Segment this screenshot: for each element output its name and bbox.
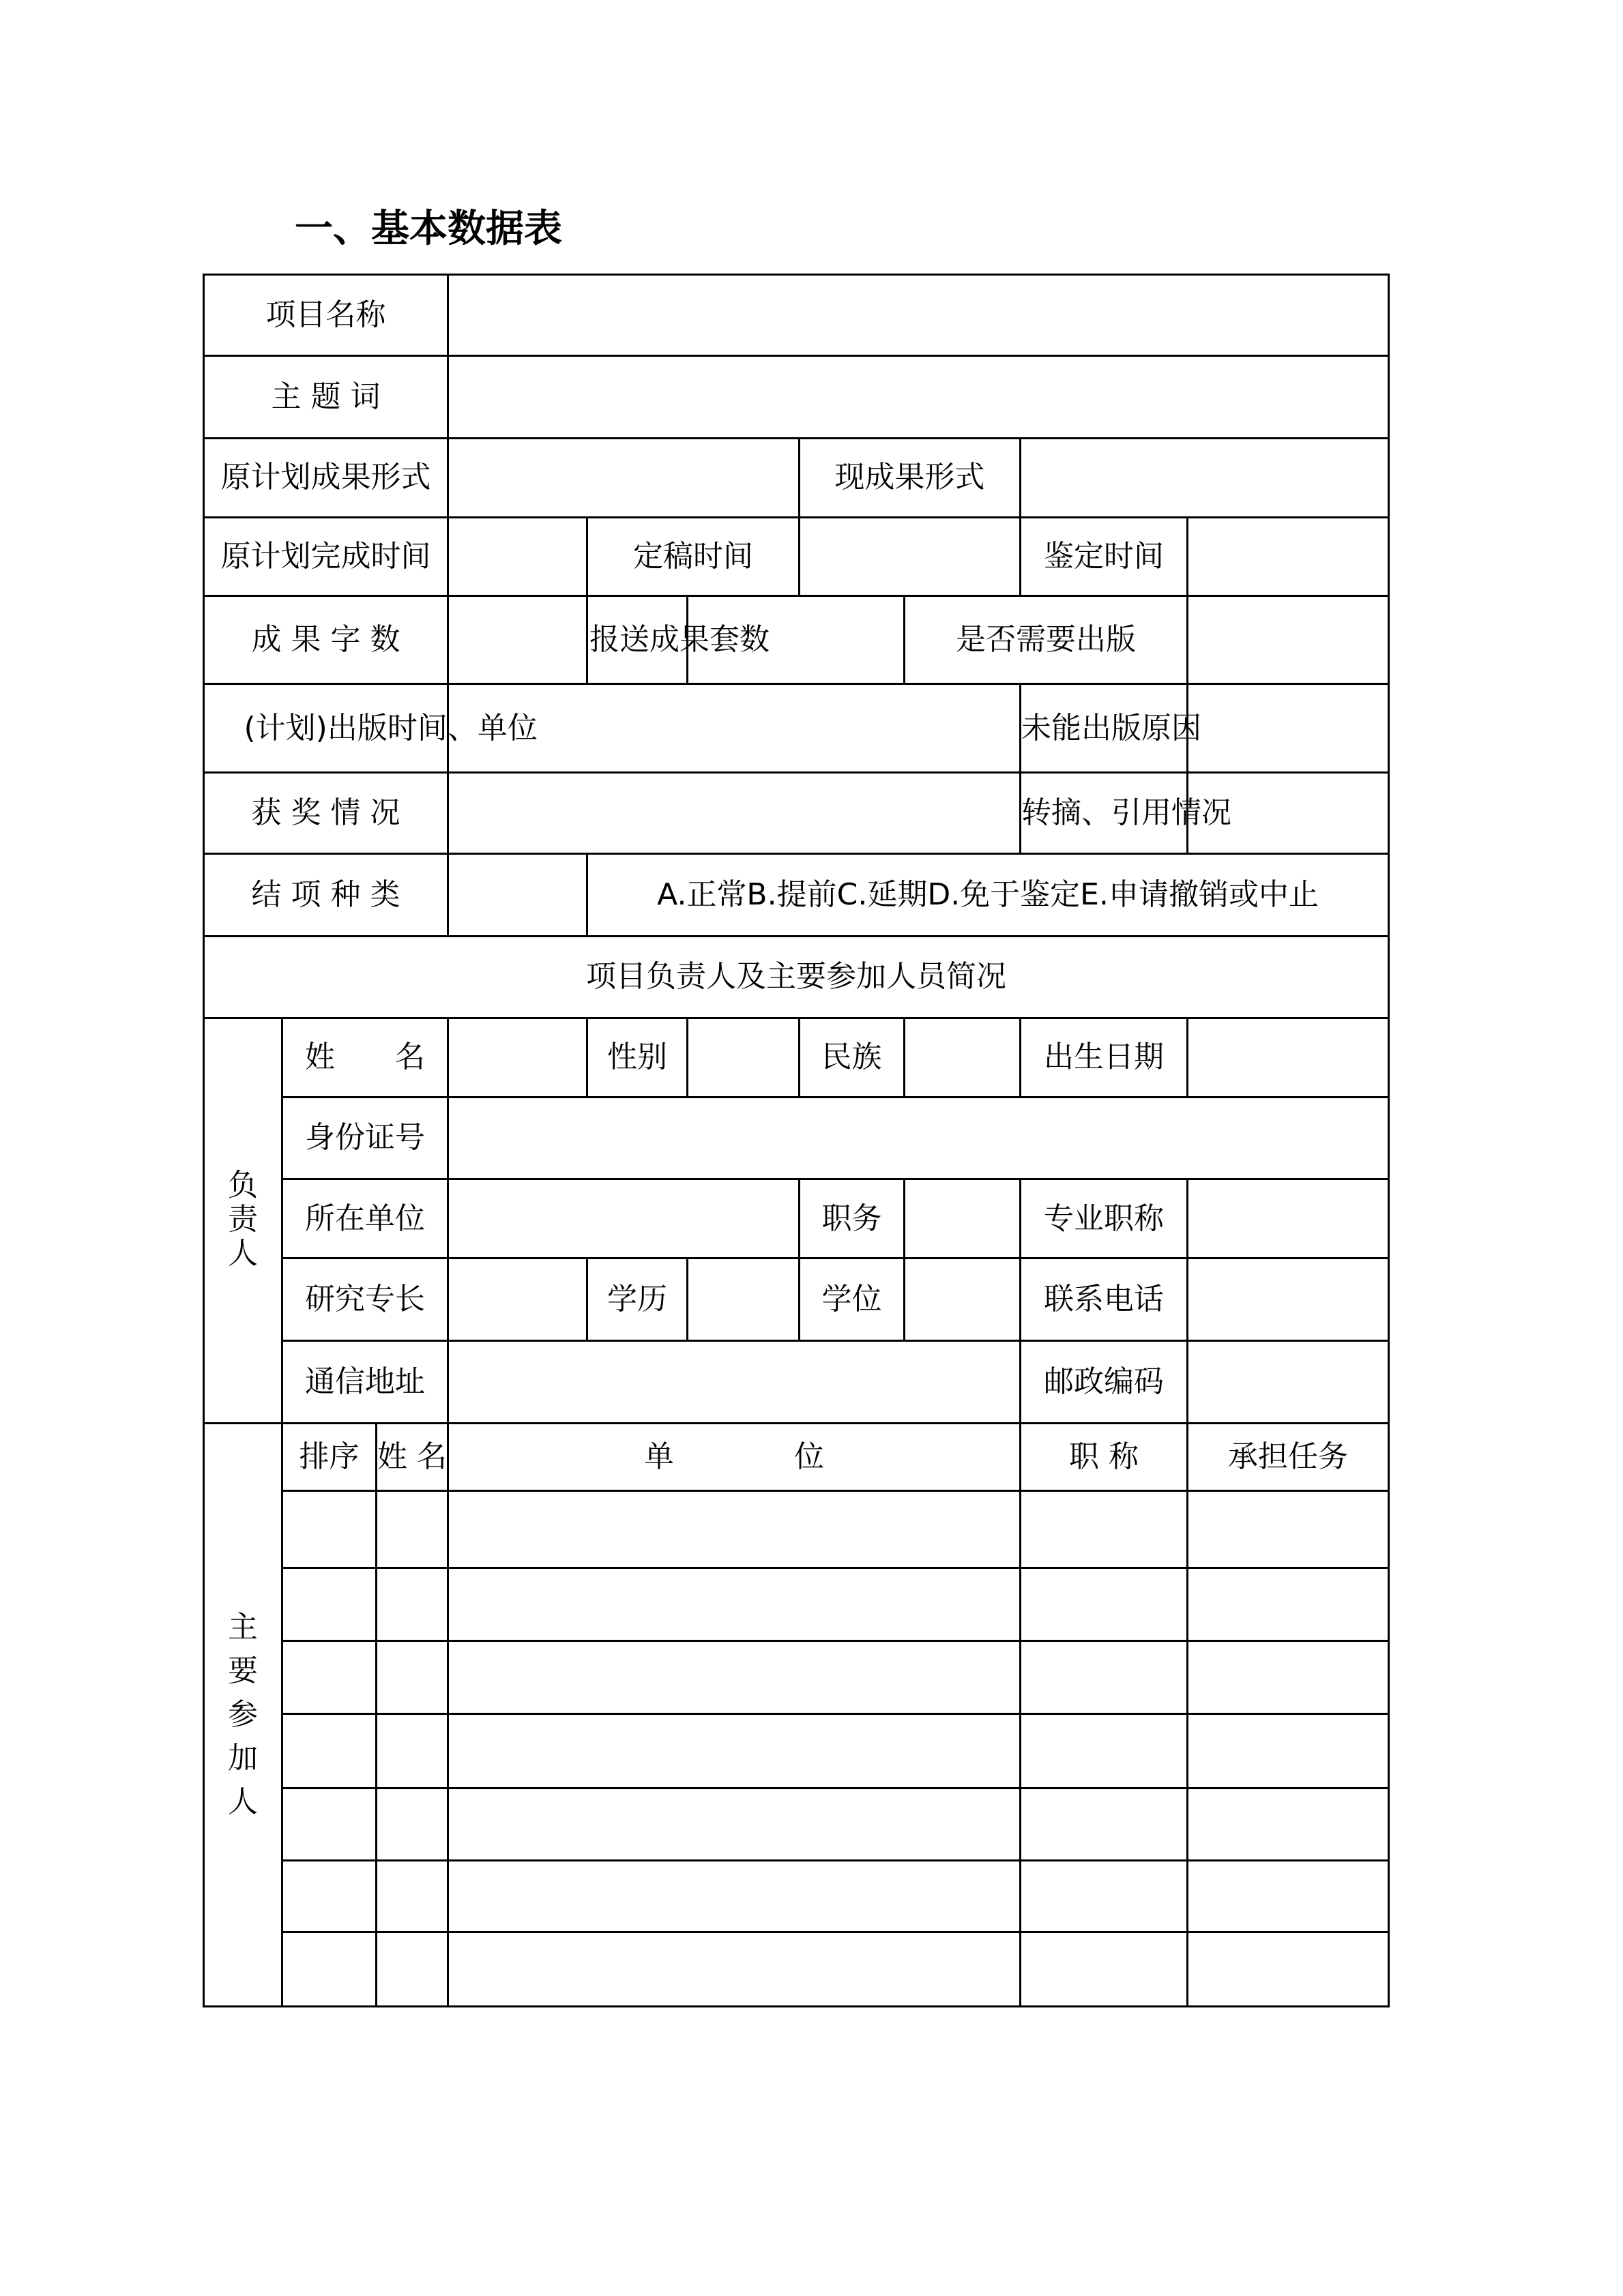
field-phone[interactable] xyxy=(1188,1259,1389,1340)
cell-order[interactable] xyxy=(282,1568,377,1640)
members-group-label xyxy=(204,1423,282,2006)
field-id-number[interactable] xyxy=(448,1097,1389,1179)
field-research-field[interactable] xyxy=(448,1259,587,1340)
label-word-count: 成 果 字 数 xyxy=(204,596,448,684)
leader-group-text: 负责人 xyxy=(228,1167,258,1271)
label-copies-submitted xyxy=(587,596,770,684)
field-planned-finish[interactable] xyxy=(448,517,587,595)
label-degree: 学位 xyxy=(800,1259,905,1340)
label-citations: 转摘、引用情况 xyxy=(1021,772,1188,853)
label-planned-finish: 原计划完成时间 xyxy=(204,517,448,595)
row-project-name xyxy=(204,275,1389,356)
basic-data-table xyxy=(203,274,1390,2007)
label-postal-code: 邮政编码 xyxy=(1021,1340,1188,1423)
field-project-name[interactable] xyxy=(448,275,1389,356)
row-leader-id xyxy=(204,1097,1389,1179)
field-professional-title[interactable] xyxy=(1188,1179,1389,1259)
field-ethnicity[interactable] xyxy=(905,1018,1021,1097)
cell-task[interactable] xyxy=(1188,1491,1389,1568)
label-project-name: 项目名称 xyxy=(204,275,448,356)
field-word-count[interactable] xyxy=(448,596,587,684)
cell-name[interactable] xyxy=(377,1932,448,2006)
field-postal-code[interactable] xyxy=(1188,1340,1389,1423)
member-row xyxy=(204,1568,1389,1640)
label-final-draft-time: 定稿时间 xyxy=(587,517,800,595)
label-planned-publish xyxy=(204,684,538,772)
closure-options: A.正常B.提前C.延期D.免于鉴定E.申请撤销或中止 xyxy=(587,853,1389,936)
row-leader-research xyxy=(204,1259,1389,1340)
row-awards xyxy=(204,772,1389,853)
cell-unit[interactable] xyxy=(448,1861,1021,1932)
label-leader-name: 姓 名 xyxy=(282,1018,448,1097)
row-members-header xyxy=(204,1423,1389,1490)
label-education: 学历 xyxy=(587,1259,688,1340)
field-awards[interactable] xyxy=(448,772,1021,853)
cell-task[interactable] xyxy=(1188,1789,1389,1861)
field-position[interactable] xyxy=(905,1179,1021,1259)
row-leader-address xyxy=(204,1340,1389,1423)
cell-title[interactable] xyxy=(1021,1491,1188,1568)
field-birth-date[interactable] xyxy=(1188,1018,1389,1097)
label-closure-type: 结 项 种 类 xyxy=(204,853,448,936)
label-planned-form: 原计划成果形式 xyxy=(204,438,448,517)
row-word-count xyxy=(204,596,1389,684)
member-row xyxy=(204,1932,1389,2006)
row-leader-name xyxy=(204,1018,1389,1097)
row-personnel-header xyxy=(204,937,1389,1018)
field-unit[interactable] xyxy=(448,1179,800,1259)
cell-title[interactable] xyxy=(1021,1640,1188,1713)
field-degree[interactable] xyxy=(905,1259,1021,1340)
field-education[interactable] xyxy=(688,1259,800,1340)
cell-task[interactable] xyxy=(1188,1568,1389,1640)
cell-name[interactable] xyxy=(377,1713,448,1788)
field-closure-type[interactable] xyxy=(448,853,587,936)
leader-group-label xyxy=(204,1018,282,1423)
cell-order[interactable] xyxy=(282,1640,377,1713)
field-appraisal-time[interactable] xyxy=(1188,517,1389,595)
label-current-form: 现成果形式 xyxy=(800,438,1021,517)
row-result-form xyxy=(204,438,1389,517)
cell-title[interactable] xyxy=(1021,1932,1188,2006)
label-research-field: 研究专长 xyxy=(282,1259,448,1340)
cell-title[interactable] xyxy=(1021,1861,1188,1932)
col-member-task: 承担任务 xyxy=(1188,1423,1389,1490)
personnel-section-header: 项目负责人及主要参加人员简况 xyxy=(204,937,1389,1018)
cell-unit[interactable] xyxy=(448,1568,1021,1640)
cell-name[interactable] xyxy=(377,1861,448,1932)
copies-submitted-text: 报送成果套数 xyxy=(589,622,770,658)
member-row xyxy=(204,1713,1389,1788)
label-keywords: 主 题 词 xyxy=(204,356,448,438)
cell-name[interactable] xyxy=(377,1568,448,1640)
label-birth-date: 出生日期 xyxy=(1021,1018,1188,1097)
label-phone: 联系电话 xyxy=(1021,1259,1188,1340)
planned-publish-text: (计划)出版时间、单位 xyxy=(244,710,538,746)
col-member-unit: 单 位 xyxy=(448,1423,1021,1490)
row-timing xyxy=(204,517,1389,595)
cell-unit[interactable] xyxy=(448,1713,1021,1788)
label-awards: 获 奖 情 况 xyxy=(204,772,448,853)
cell-name[interactable] xyxy=(377,1789,448,1861)
cell-unit[interactable] xyxy=(448,1491,1021,1568)
label-id-number: 身份证号 xyxy=(282,1097,448,1179)
cell-task[interactable] xyxy=(1188,1861,1389,1932)
cell-unit[interactable] xyxy=(448,1789,1021,1861)
row-leader-unit xyxy=(204,1179,1389,1259)
cell-task[interactable] xyxy=(1188,1713,1389,1788)
label-appraisal-time: 鉴定时间 xyxy=(1021,517,1188,595)
field-current-form[interactable] xyxy=(1021,438,1389,517)
member-row xyxy=(204,1640,1389,1713)
label-unpublished-reason: 未能出版原因 xyxy=(1021,684,1188,772)
label-unit: 所在单位 xyxy=(282,1179,448,1259)
cell-title[interactable] xyxy=(1021,1713,1188,1788)
col-member-name: 姓 名 xyxy=(377,1423,448,1490)
field-need-publish[interactable] xyxy=(1188,596,1389,684)
member-row xyxy=(204,1861,1389,1932)
cell-unit[interactable] xyxy=(448,1640,1021,1713)
field-leader-name[interactable] xyxy=(448,1018,587,1097)
row-closure-type xyxy=(204,853,1389,936)
field-final-draft-time[interactable] xyxy=(800,517,1021,595)
cell-order[interactable] xyxy=(282,1789,377,1861)
row-publish xyxy=(204,684,1389,772)
label-position: 职务 xyxy=(800,1179,905,1259)
label-ethnicity: 民族 xyxy=(800,1018,905,1097)
cell-order[interactable] xyxy=(282,1932,377,2006)
field-gender[interactable] xyxy=(688,1018,800,1097)
member-row xyxy=(204,1789,1389,1861)
members-group-text: 主要参加人 xyxy=(228,1609,258,1819)
cell-name[interactable] xyxy=(377,1491,448,1568)
col-order: 排序 xyxy=(282,1423,377,1490)
label-address: 通信地址 xyxy=(282,1340,448,1423)
field-keywords[interactable] xyxy=(448,356,1389,438)
label-professional-title: 专业职称 xyxy=(1021,1179,1188,1259)
cell-order[interactable] xyxy=(282,1491,377,1568)
cell-task[interactable] xyxy=(1188,1640,1389,1713)
label-need-publish: 是否需要出版 xyxy=(905,596,1188,684)
cell-name[interactable] xyxy=(377,1640,448,1713)
field-planned-form[interactable] xyxy=(448,438,800,517)
member-row xyxy=(204,1491,1389,1568)
cell-unit[interactable] xyxy=(448,1932,1021,2006)
cell-title[interactable] xyxy=(1021,1568,1188,1640)
cell-order[interactable] xyxy=(282,1861,377,1932)
field-address[interactable] xyxy=(448,1340,1021,1423)
section-title: 一、基本数据表 xyxy=(295,206,562,251)
cell-order[interactable] xyxy=(282,1713,377,1788)
cell-title[interactable] xyxy=(1021,1789,1188,1861)
row-keywords xyxy=(204,356,1389,438)
field-unpublished-reason[interactable] xyxy=(1188,684,1389,772)
cell-task[interactable] xyxy=(1188,1932,1389,2006)
label-gender: 性别 xyxy=(587,1018,688,1097)
col-member-title: 职 称 xyxy=(1021,1423,1188,1490)
